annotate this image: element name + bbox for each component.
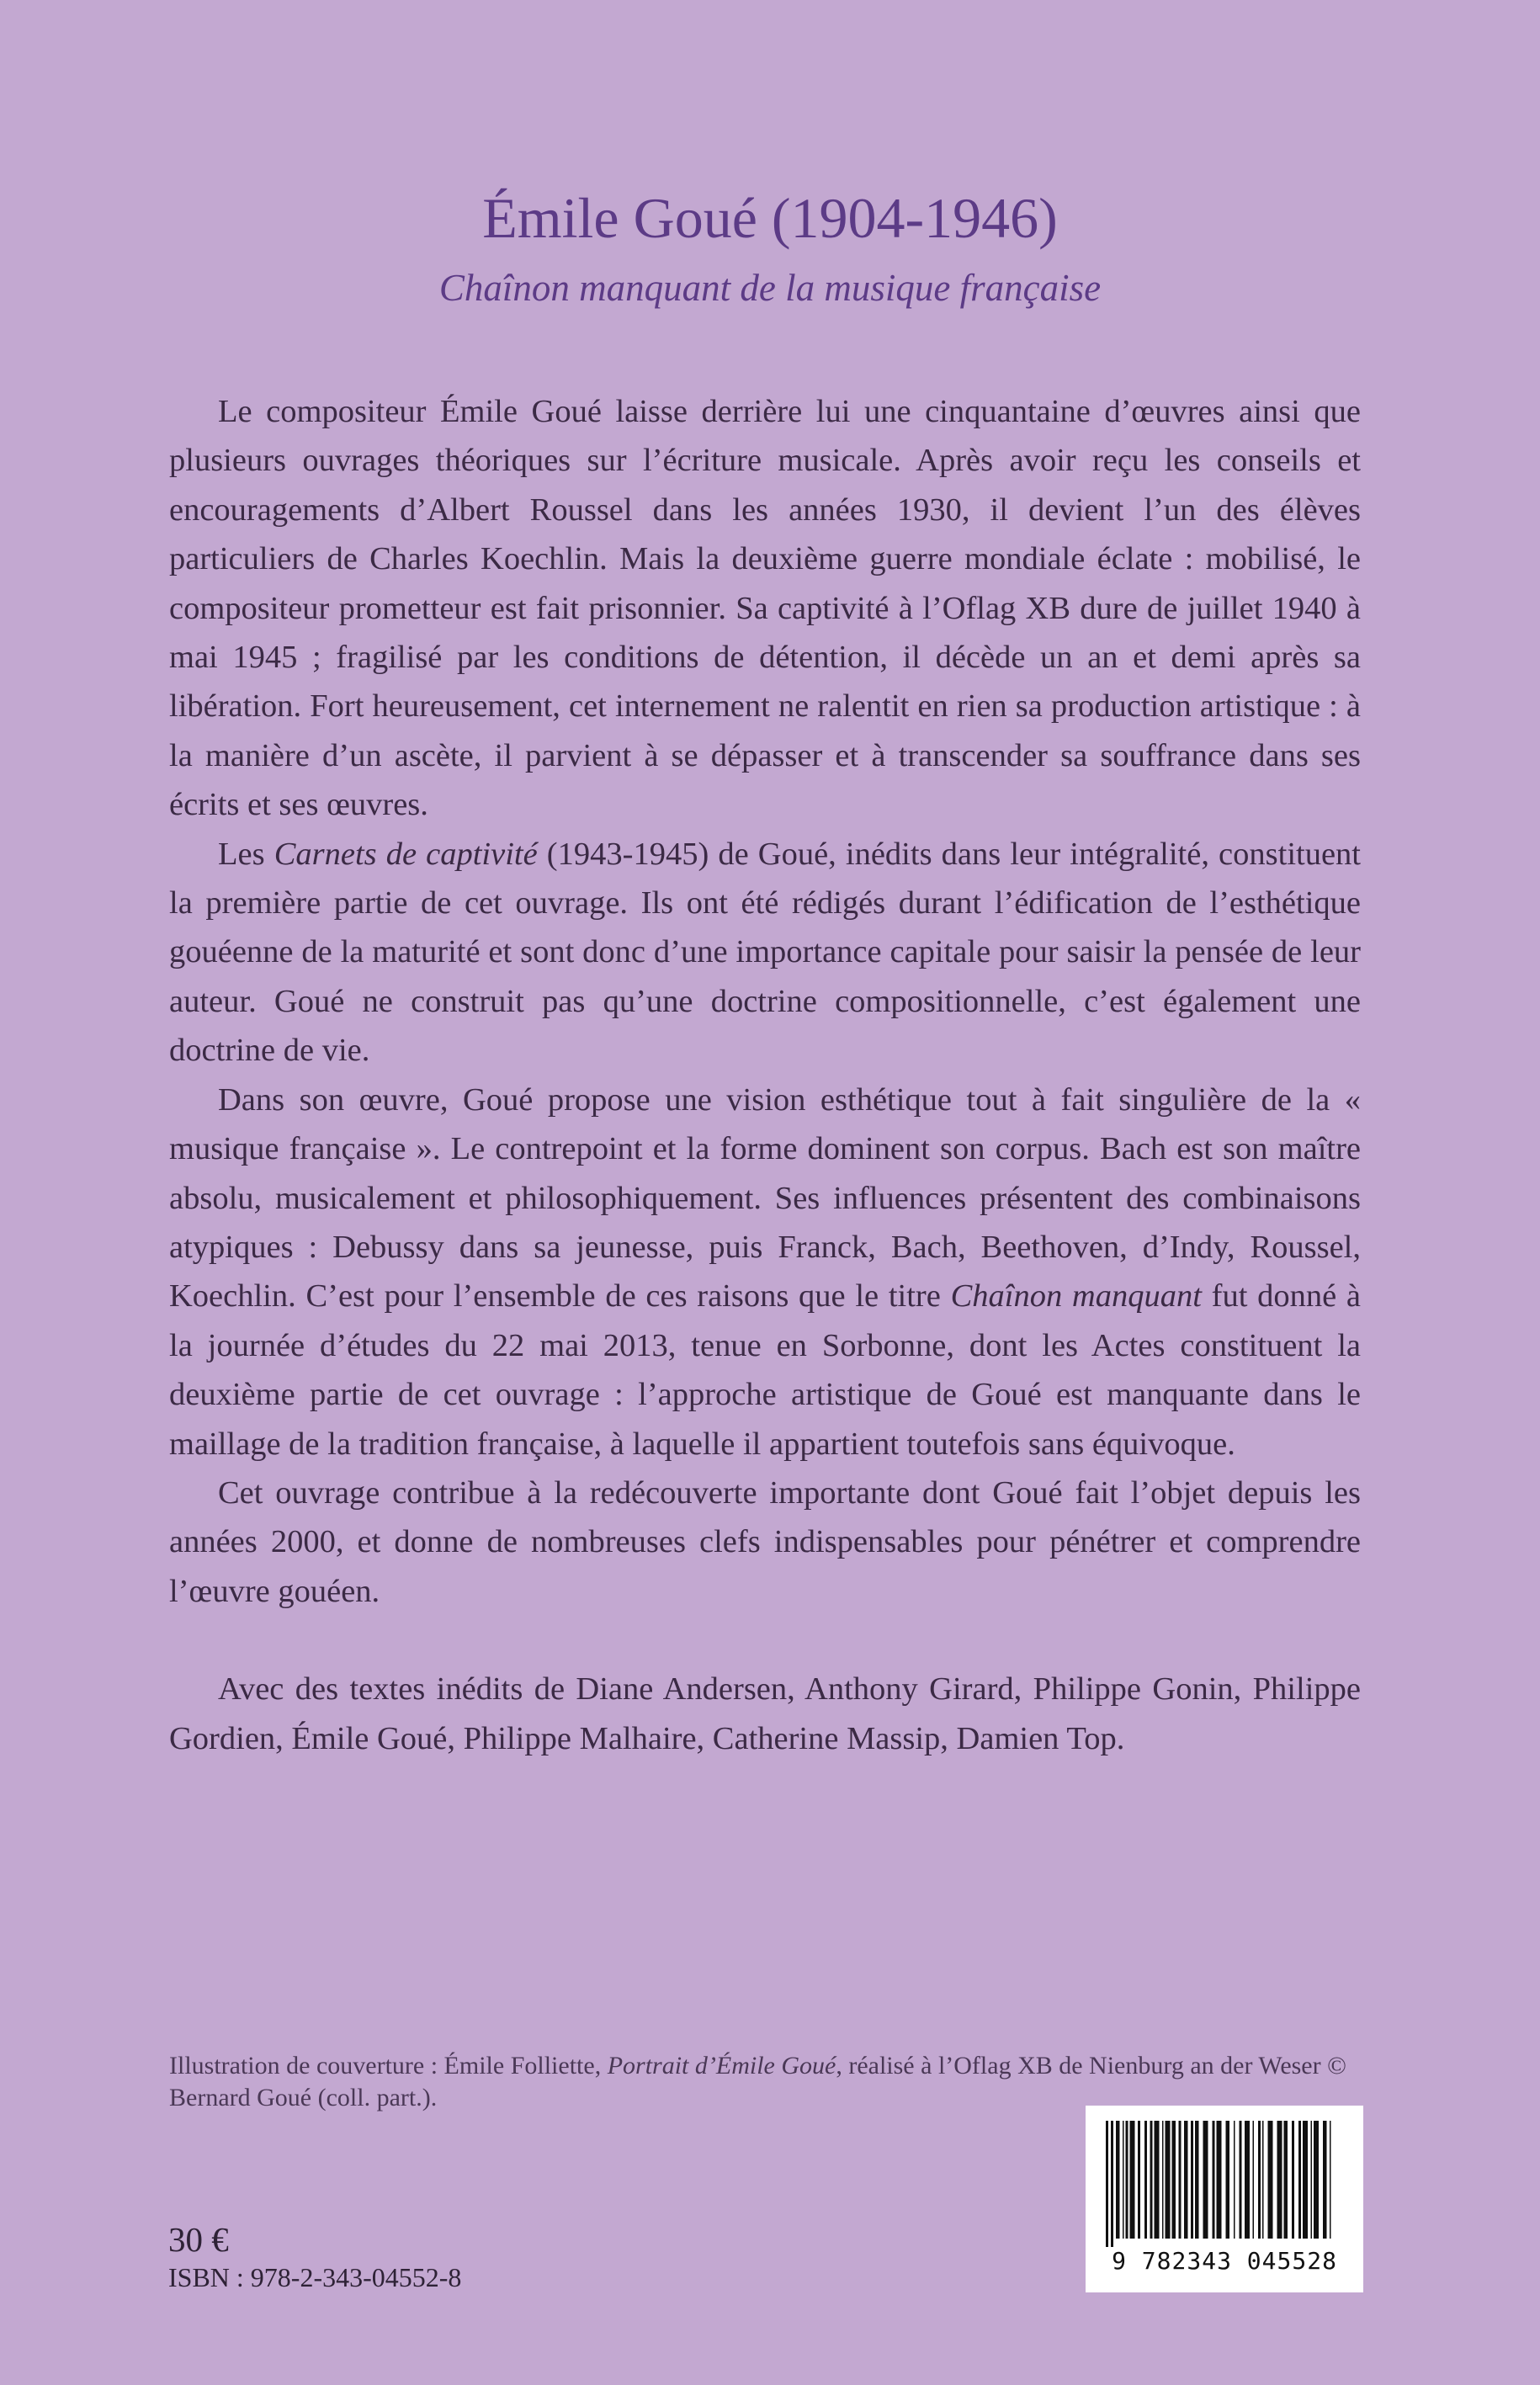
price: 30 € — [168, 2220, 229, 2259]
blurb — [169, 387, 1361, 1763]
barcode-number: 9 782343 045528 — [1112, 2247, 1337, 2275]
italic-title: Carnets de captivité — [273, 836, 538, 872]
barcode-bar — [1217, 2121, 1222, 2239]
barcode-bars — [1102, 2121, 1346, 2247]
barcode-bar — [1155, 2121, 1160, 2239]
barcode-bar — [1323, 2121, 1327, 2239]
barcode-bar — [1245, 2121, 1250, 2239]
barcode-bar — [1234, 2121, 1235, 2239]
paragraph-3 — [169, 1076, 1361, 1469]
barcode-bar — [1303, 2121, 1308, 2239]
isbn: ISBN : 978-2-343-04552-8 — [168, 2262, 462, 2292]
barcode-bar — [1162, 2121, 1164, 2239]
barcode-bar — [1138, 2121, 1140, 2239]
barcode-bar — [1106, 2121, 1108, 2247]
paragraph-1: Le compositeur Émile Goué laisse derrière lui une cinquantaine d’œuvres ainsi que plusieurs ouvrages théoriques sur l’écriture musicale. Après avoir reçu les conseils et encouragements d’Albert Roussel dans les années 1930, il devient l’un des élèves particuliers de Charles Koechlin. Mais la deuxième guerre mondiale éclate : mobilisé, le compositeur prometteur est fait prisonnier. Sa captivité à l’Oflag XB dure de juillet 1940 à mai 1945 ; fragilisé par les conditions de détention, il décède un an et demi après sa libération. Fort heureusement, cet internement ne ralentit en rien sa production artistique : à la manière d’un ascète, il parvient à se dépasser et à transcender sa souffrance dans ses écrits et ses œuvres. — [169, 394, 1361, 823]
barcode-bar — [1203, 2121, 1208, 2239]
italic-title: Portrait d’Émile Goué — [607, 2052, 836, 2080]
barcode-bar — [1195, 2121, 1199, 2239]
contributors: Avec des textes inédits de Diane Andersen, Anthony Girard, Philippe Gonin, Philippe Gordien, Émile Goué, Philippe Malhaire, Catherine Massip, Damien Top. — [169, 1671, 1361, 1756]
barcode — [1086, 2106, 1363, 2292]
book-title: Émile Goué (1904-1946) — [482, 186, 1058, 250]
cover-credit — [169, 2050, 1361, 2114]
barcode-bar — [1298, 2121, 1301, 2239]
barcode-bar — [1179, 2121, 1182, 2239]
barcode-bar — [1253, 2121, 1255, 2239]
barcode-bar — [1277, 2121, 1282, 2239]
barcode-bar — [1330, 2121, 1331, 2239]
text-run: Les — [218, 836, 274, 872]
barcode-bar — [1240, 2121, 1242, 2239]
barcode-bar — [1226, 2121, 1230, 2239]
barcode-bar — [1314, 2121, 1319, 2239]
book-subtitle: Chaînon manquant de la musique française — [438, 267, 1102, 309]
text-run: Dans son œuvre, Goué propose une vision esthétique tout à fait singulière de la « musique française ». Le contrepoint et la forme dominent son corpus. Bach est son maître absolu, musicalement et philosophiquement. Ses influences présentent des combinaisons atypiques : Debussy dans sa jeunesse, puis Franck, Bach, Beethoven, d’Indy, Roussel, Koechlin. C’est pour l’ensemble de ces raisons que le titre — [169, 1081, 1361, 1315]
barcode-bar — [1213, 2121, 1215, 2239]
barcode-bar — [1166, 2121, 1171, 2239]
barcode-bar — [1150, 2121, 1153, 2239]
barcode-bar — [1258, 2121, 1261, 2239]
paragraph-2 — [169, 830, 1361, 1076]
text-run: , réalisé à l’Oflag XB de Nienburg an der Weser © Bernard Goué (coll. part.). — [169, 2052, 1346, 2111]
barcode-bar — [1126, 2121, 1128, 2239]
barcode-bar — [1262, 2121, 1264, 2239]
text-run: fut donné à la journée d’études du 22 mai 2013, tenue en Sorbonne, dont les Actes constituent la deuxième partie de cet ouvrage : l’approche artistique de Goué est manquante dans le maillage de la tradition française, à laquelle il appartient toutefois sans équivoque. — [169, 1278, 1361, 1462]
barcode-bar — [1191, 2121, 1193, 2239]
barcode-bar — [1123, 2121, 1124, 2239]
text-run: Illustration de couverture : Émile Folliette, — [169, 2052, 608, 2080]
barcode-bar — [1111, 2121, 1113, 2247]
barcode-bar — [1116, 2121, 1120, 2239]
paragraph-4: Cet ouvrage contribue à la redécouverte importante dont Goué fait l’objet depuis les années 2000, et donne de nombreuses clefs indispensables pour pénétrer et comprendre l’œuvre gouéen. — [169, 1474, 1361, 1609]
barcode-bar — [1284, 2121, 1288, 2239]
barcode-bar — [1172, 2121, 1176, 2239]
barcode-bar — [1144, 2121, 1147, 2239]
barcode-bar — [1184, 2121, 1188, 2239]
barcode-bar — [1292, 2121, 1294, 2239]
text-run: (1943-1945) de Goué, inédits dans leur intégralité, constituent la première partie de cet ouvrage. Ils ont été rédigés durant l’édification de l’esthétique gouéenne de la maturité et sont donc d’une importance capitale pour saisir la pensée de leur auteur. Goué ne construit pas qu’une doctrine compositionnelle, c’est également une doctrine de vie. — [169, 836, 1361, 1069]
barcode-bar — [1130, 2121, 1135, 2239]
barcode-bar — [1311, 2121, 1313, 2239]
barcode-bar — [1268, 2121, 1273, 2239]
italic-title: Chaînon manquant — [950, 1278, 1202, 1315]
